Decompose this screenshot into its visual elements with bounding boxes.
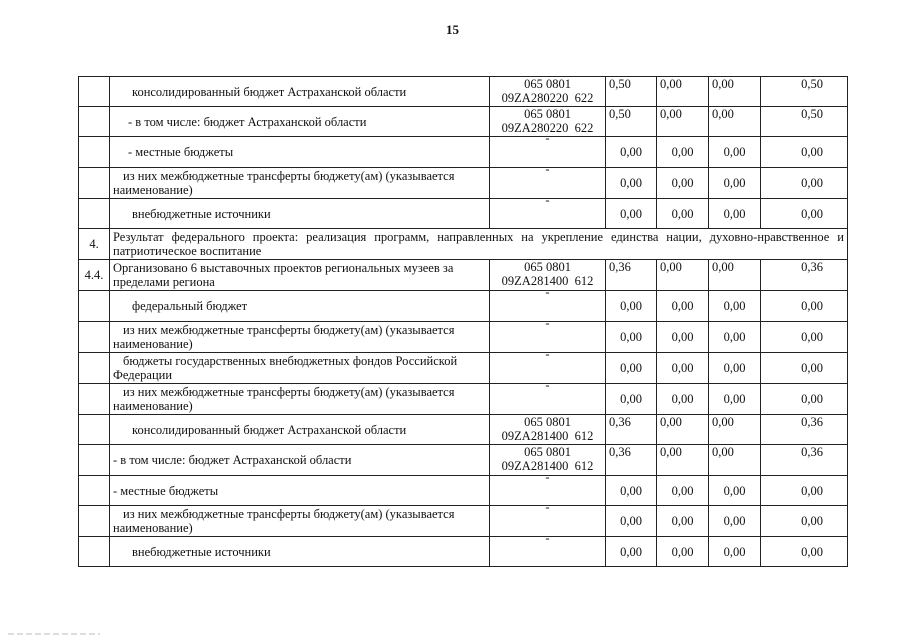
row-number: [79, 384, 110, 415]
value-year-3: 0,00: [709, 353, 761, 384]
value-year-3: 0,00: [709, 291, 761, 322]
value-total: 0,00: [761, 353, 848, 384]
row-number: [79, 322, 110, 353]
value-total: 0,36: [761, 415, 848, 445]
table-row: [79, 291, 848, 322]
value-year-3: 0,00: [709, 415, 761, 445]
table-row: [79, 199, 848, 229]
value-total: 0,00: [761, 537, 848, 567]
value-year-2: 0,00: [657, 322, 709, 353]
budget-table-body: [79, 77, 848, 567]
value-year-3: 0,00: [709, 107, 761, 137]
budget-code-line2: 09ZA281400 612: [501, 429, 594, 443]
budget-code: [490, 77, 606, 107]
row-label: из них межбюджетные трансферты бюджету(ам) (указывается наименование): [110, 384, 490, 415]
budget-code-line1: -: [545, 162, 550, 176]
budget-code: [490, 415, 606, 445]
row-number: [79, 168, 110, 199]
value-year-1: 0,36: [606, 445, 657, 476]
row-number: [79, 77, 110, 107]
scan-artifact: [8, 632, 100, 636]
value-year-2: 0,00: [657, 353, 709, 384]
value-year-2: 0,00: [657, 77, 709, 107]
value-year-1: 0,00: [606, 137, 657, 168]
value-year-3: 0,00: [709, 77, 761, 107]
budget-code-line1: -: [545, 470, 550, 484]
table-row: [79, 77, 848, 107]
row-number: [79, 107, 110, 137]
budget-code-line1: -: [545, 500, 550, 514]
row-label: - в том числе: бюджет Астраханской области: [110, 445, 490, 476]
value-total: 0,50: [761, 107, 848, 137]
value-year-2: 0,00: [657, 384, 709, 415]
value-year-3: 0,00: [709, 537, 761, 567]
row-label: консолидированный бюджет Астраханской области: [110, 77, 490, 107]
value-year-1: 0,00: [606, 384, 657, 415]
value-year-2: 0,00: [657, 137, 709, 168]
budget-code-line1: -: [545, 316, 550, 330]
value-year-2: 0,00: [657, 445, 709, 476]
value-year-1: 0,00: [606, 199, 657, 229]
row-label: из них межбюджетные трансферты бюджету(ам) (указывается наименование): [110, 506, 490, 537]
table-row: [79, 322, 848, 353]
budget-code-line2: 09ZA281400 612: [501, 459, 594, 473]
budget-code-line1: 065 0801: [524, 445, 571, 459]
table-row: [79, 168, 848, 199]
row-label: бюджеты государственных внебюджетных фондов Российской Федерации: [110, 353, 490, 384]
budget-code-line1: -: [545, 347, 550, 361]
value-year-3: 0,00: [709, 260, 761, 291]
table-row: [79, 537, 848, 567]
row-label: из них межбюджетные трансферты бюджету(ам) (указывается наименование): [110, 322, 490, 353]
row-number: [79, 537, 110, 567]
value-total: 0,00: [761, 199, 848, 229]
value-total: 0,00: [761, 384, 848, 415]
section-title: Результат федерального проекта: реализация программ, направленных на укрепление единства нации, духовно-нравственное и патриотическое воспитание: [110, 229, 848, 260]
value-year-1: 0,00: [606, 322, 657, 353]
budget-code-line1: 065 0801: [524, 107, 571, 121]
table-row: [79, 260, 848, 291]
value-year-1: 0,00: [606, 353, 657, 384]
value-year-1: 0,00: [606, 476, 657, 506]
value-year-1: 0,50: [606, 77, 657, 107]
value-year-1: 0,00: [606, 537, 657, 567]
value-year-2: 0,00: [657, 506, 709, 537]
budget-code-line2: 09ZA280220 622: [501, 121, 594, 135]
value-year-3: 0,00: [709, 476, 761, 506]
value-year-2: 0,00: [657, 260, 709, 291]
table-row: [79, 415, 848, 445]
value-year-3: 0,00: [709, 137, 761, 168]
value-year-2: 0,00: [657, 476, 709, 506]
value-year-2: 0,00: [657, 291, 709, 322]
budget-table: [78, 76, 848, 567]
budget-code-line2: 09ZA281400 612: [501, 274, 594, 288]
table-row: [79, 445, 848, 476]
row-number: 4.: [79, 229, 110, 260]
budget-code-line1: -: [545, 131, 550, 145]
value-year-1: 0,00: [606, 506, 657, 537]
budget-code: [490, 531, 606, 567]
row-number: [79, 199, 110, 229]
row-number: [79, 353, 110, 384]
value-year-2: 0,00: [657, 168, 709, 199]
value-total: 0,00: [761, 137, 848, 168]
row-label: - местные бюджеты: [110, 137, 490, 168]
value-year-3: 0,00: [709, 445, 761, 476]
row-label: федеральный бюджет: [110, 291, 490, 322]
table-row: [79, 476, 848, 506]
budget-code-line1: -: [545, 285, 550, 299]
value-total: 0,00: [761, 322, 848, 353]
budget-code-line1: 065 0801: [524, 77, 571, 91]
row-number: [79, 137, 110, 168]
row-number: [79, 506, 110, 537]
row-label: внебюджетные источники: [110, 199, 490, 229]
row-number: 4.4.: [79, 260, 110, 291]
value-year-1: 0,36: [606, 415, 657, 445]
value-total: 0,00: [761, 476, 848, 506]
budget-code: [490, 378, 606, 415]
budget-code-line2: 09ZA280220 622: [501, 91, 594, 105]
value-year-2: 0,00: [657, 415, 709, 445]
value-year-2: 0,00: [657, 537, 709, 567]
budget-code-line1: -: [545, 531, 550, 545]
row-number: [79, 476, 110, 506]
value-total: 0,00: [761, 291, 848, 322]
table-row: [79, 384, 848, 415]
budget-code-line1: -: [545, 193, 550, 207]
value-total: 0,36: [761, 260, 848, 291]
value-total: 0,36: [761, 445, 848, 476]
section-row: [79, 229, 848, 260]
row-label: внебюджетные источники: [110, 537, 490, 567]
value-year-3: 0,00: [709, 322, 761, 353]
value-year-1: 0,50: [606, 107, 657, 137]
budget-code-line1: 065 0801: [524, 260, 571, 274]
table-row: [79, 506, 848, 537]
value-year-3: 0,00: [709, 168, 761, 199]
page-number: 15: [446, 22, 459, 37]
value-total: 0,50: [761, 77, 848, 107]
table-row: [79, 107, 848, 137]
value-total: 0,00: [761, 506, 848, 537]
row-label: Организовано 6 выставочных проектов региональных музеев за пределами региона: [110, 260, 490, 291]
row-number: [79, 291, 110, 322]
row-number: [79, 415, 110, 445]
row-label: из них межбюджетные трансферты бюджету(ам) (указывается наименование): [110, 168, 490, 199]
value-year-1: 0,00: [606, 168, 657, 199]
value-total: 0,00: [761, 168, 848, 199]
value-year-2: 0,00: [657, 107, 709, 137]
row-label: - местные бюджеты: [110, 476, 490, 506]
row-label: - в том числе: бюджет Астраханской области: [110, 107, 490, 137]
budget-code-line1: -: [545, 378, 550, 392]
value-year-1: 0,00: [606, 291, 657, 322]
table-row: [79, 137, 848, 168]
budget-code-line1: 065 0801: [524, 415, 571, 429]
value-year-3: 0,00: [709, 199, 761, 229]
value-year-2: 0,00: [657, 199, 709, 229]
value-year-1: 0,36: [606, 260, 657, 291]
budget-code: [490, 193, 606, 229]
value-year-3: 0,00: [709, 384, 761, 415]
row-number: [79, 445, 110, 476]
table-row: [79, 353, 848, 384]
value-year-3: 0,00: [709, 506, 761, 537]
row-label: консолидированный бюджет Астраханской области: [110, 415, 490, 445]
